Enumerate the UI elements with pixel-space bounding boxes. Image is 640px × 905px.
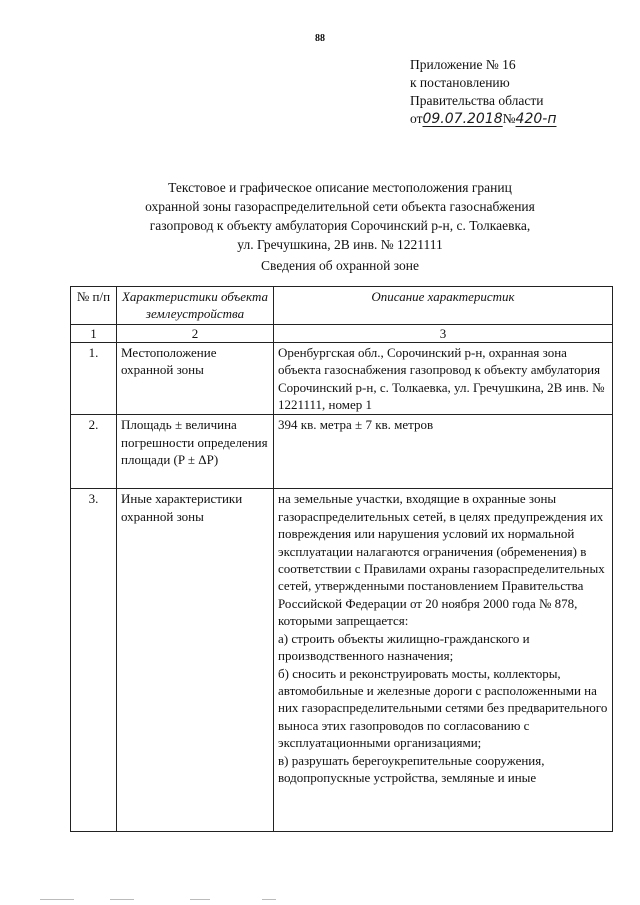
appendix-block bbox=[410, 56, 556, 128]
title-line: Текстовое и графическое описание местоположения границ bbox=[168, 180, 512, 195]
table-row bbox=[71, 342, 613, 415]
appendix-line-1: Приложение № 16 bbox=[410, 57, 516, 72]
section-heading: Сведения об охранной зоне bbox=[261, 258, 419, 273]
description-item: а) строить объекты жилищно-гражданского и производственного назначения; bbox=[278, 630, 530, 664]
index-cell: 3 bbox=[274, 324, 613, 342]
handwritten-date: 09.07.2018 bbox=[422, 111, 503, 127]
description-item: б) сносить и реконструировать мосты, коллекторы, автомобильные и железные дороги с расположенными на них газораспределительными сетями без предварительного выноса этих газопроводов по согласованию с эксплуатационными организациями; bbox=[278, 665, 608, 751]
description-item: в) разрушать берегоукрепительные сооружения, водопропускные устройства, земляные и иные bbox=[278, 752, 545, 785]
document-title bbox=[70, 178, 610, 254]
row-number: 3. bbox=[71, 489, 117, 832]
row-description: 394 кв. метра ± 7 кв. метров bbox=[274, 415, 613, 489]
appendix-date-line bbox=[410, 110, 556, 128]
index-cell: 2 bbox=[117, 324, 274, 342]
table-index-row bbox=[71, 324, 613, 342]
page-number: 88 bbox=[315, 33, 325, 44]
row-number: 1. bbox=[71, 342, 117, 415]
row-characteristic: Местоположение охранной зоны bbox=[117, 342, 274, 415]
row-number: 2. bbox=[71, 415, 117, 489]
index-cell: 1 bbox=[71, 324, 117, 342]
scan-edge-marks bbox=[40, 899, 300, 901]
date-prefix: от bbox=[410, 111, 423, 126]
row-characteristic: Иные характеристики охранной зоны bbox=[117, 489, 274, 832]
header-number: № п/п bbox=[71, 287, 117, 325]
row-description bbox=[274, 489, 613, 832]
table-row bbox=[71, 415, 613, 489]
header-characteristic: Характеристики объекта землеустройства bbox=[117, 287, 274, 325]
table-row bbox=[71, 489, 613, 832]
row-description: Оренбургская обл., Сорочинский р-н, охранная зона объекта газоснабжения газопровод к объекту амбулатория Сорочинский р-н, с. Толкаевка, ул. Гречушкина, 2В инв. № 1221111, номер 1 bbox=[274, 342, 613, 415]
handwritten-number: 420-п bbox=[515, 111, 557, 127]
title-line: охранной зоны газораспределительной сети объекта газоснабжения bbox=[145, 199, 535, 214]
protection-zone-table bbox=[70, 286, 613, 832]
title-line: газопровод к объекту амбулатория Сорочинский р-н, с. Толкаевка, bbox=[149, 218, 531, 233]
appendix-line-2: к постановлению bbox=[410, 75, 510, 90]
title-line: ул. Гречушкина, 2В инв. № 1221111 bbox=[237, 237, 443, 252]
number-prefix: № bbox=[502, 111, 516, 126]
appendix-line-3: Правительства области bbox=[410, 93, 544, 108]
header-description: Описание характеристик bbox=[274, 287, 613, 325]
table-header-row bbox=[71, 287, 613, 325]
row-characteristic: Площадь ± величина погрешности определения площади (P ± ΔP) bbox=[117, 415, 274, 489]
description-paragraph: на земельные участки, входящие в охранные зоны газораспределительных сетей, в целях предупреждения их повреждения или нарушения условий их нормальной эксплуатации налагаются ограничения (обременения) в соответствии с Правилами охраны газораспределительных сетей, утвержденными постановлением Правительства Российской Федерации от 20 ноября 2000 года № 878, которыми запрещается: bbox=[278, 491, 605, 629]
